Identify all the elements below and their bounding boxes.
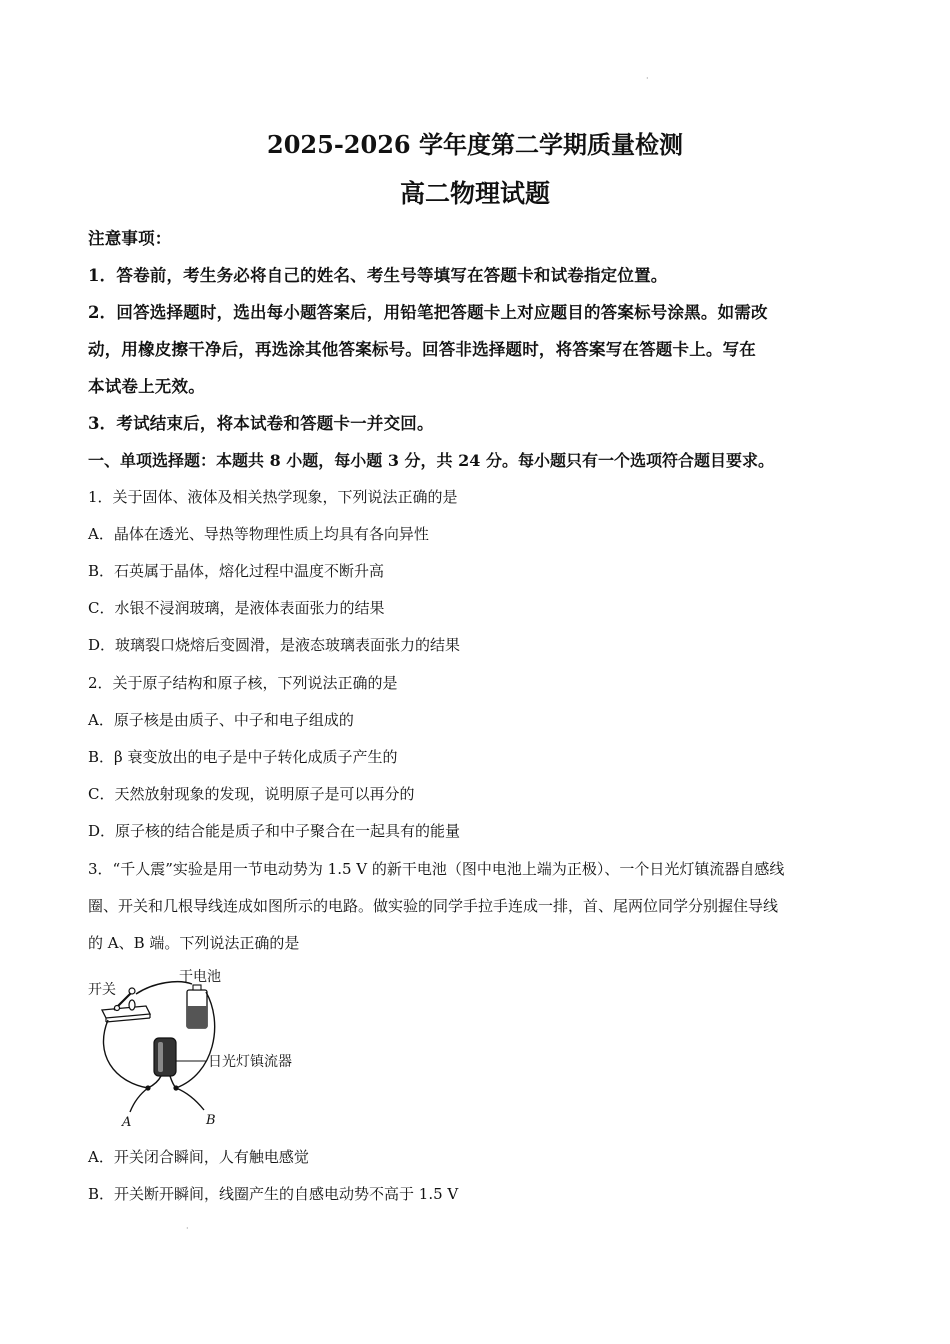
notice-item: 1．答卷前，考生务必将自己的姓名、考生号等填写在答题卡和试卷指定位置。	[88, 266, 668, 285]
battery-icon	[187, 985, 207, 1028]
notice-item: 本试卷上无效。	[88, 377, 205, 396]
ballast-label: 日光灯镇流器	[208, 1054, 292, 1070]
question-option: C．天然放射现象的发现，说明原子是可以再分的	[88, 785, 415, 803]
question-stem: 2．关于原子结构和原子核，下列说法正确的是	[88, 674, 398, 692]
question-option: D．玻璃裂口烧熔后变圆滑，是液态玻璃表面张力的结果	[88, 636, 461, 654]
question-stem: 1．关于固体、液体及相关热学现象，下列说法正确的是	[88, 488, 458, 506]
question-stem: 3．“千人震”实验是用一节电动势为 1.5 V 的新干电池（图中电池上端为正极）、一个日光灯镇流器自感线	[88, 860, 785, 878]
junction-dot	[145, 1085, 150, 1090]
end-b-label: B	[206, 1113, 216, 1128]
question-option: A．原子核是由质子、中子和电子组成的	[88, 711, 354, 729]
question-option: B．β 衰变放出的电子是中子转化成质子产生的	[88, 748, 398, 766]
notice-item: 3．考试结束后，将本试卷和答题卡一并交回。	[88, 414, 434, 433]
question-option: B．开关断开瞬间，线圈产生的自感电动势不高于 1.5 V	[88, 1185, 459, 1203]
question-option: D．原子核的结合能是质子和中子聚合在一起具有的能量	[88, 822, 461, 840]
circuit-diagram	[84, 964, 324, 1134]
question-stem: 的 A、B 端。下列说法正确的是	[88, 934, 300, 952]
battery-label: 干电池	[179, 969, 221, 985]
question-stem: 圈、开关和几根导线连成如图所示的电路。做实验的同学手拉手连成一排，首、尾两位同学分别握住导线	[88, 897, 779, 915]
question-option: B．石英属于晶体，熔化过程中温度不断升高	[88, 562, 385, 580]
question-option: C．水银不浸润玻璃，是液体表面张力的结果	[88, 599, 385, 617]
notice-item: 动，用橡皮擦干净后，再选涂其他答案标号。回答非选择题时，将答案写在答题卡上。写在	[88, 340, 756, 359]
end-a-label: A	[122, 1115, 132, 1130]
notice-item: 2．回答选择题时，选出每小题答案后，用铅笔把答题卡上对应题目的答案标号涂黑。如需改	[88, 303, 768, 322]
scan-dot: ·	[646, 74, 649, 83]
section-heading: 一、单项选择题：本题共 8 小题，每小题 3 分，共 24 分。每小题只有一个选项符合题目要求。	[88, 451, 774, 470]
question-option: A．开关闭合瞬间，人有触电感觉	[88, 1148, 309, 1166]
switch-label: 开关	[88, 982, 116, 998]
notice-heading: 注意事项：	[88, 229, 172, 248]
question-option: A．晶体在透光、导热等物理性质上均具有各向异性	[88, 525, 429, 543]
exam-title: 2025-2026 学年度第二学期质量检测	[267, 130, 683, 159]
scan-dot: ·	[186, 1224, 189, 1233]
ballast-icon	[154, 1038, 206, 1076]
junction-dot	[173, 1085, 178, 1090]
exam-subtitle: 高二物理试题	[399, 179, 550, 208]
